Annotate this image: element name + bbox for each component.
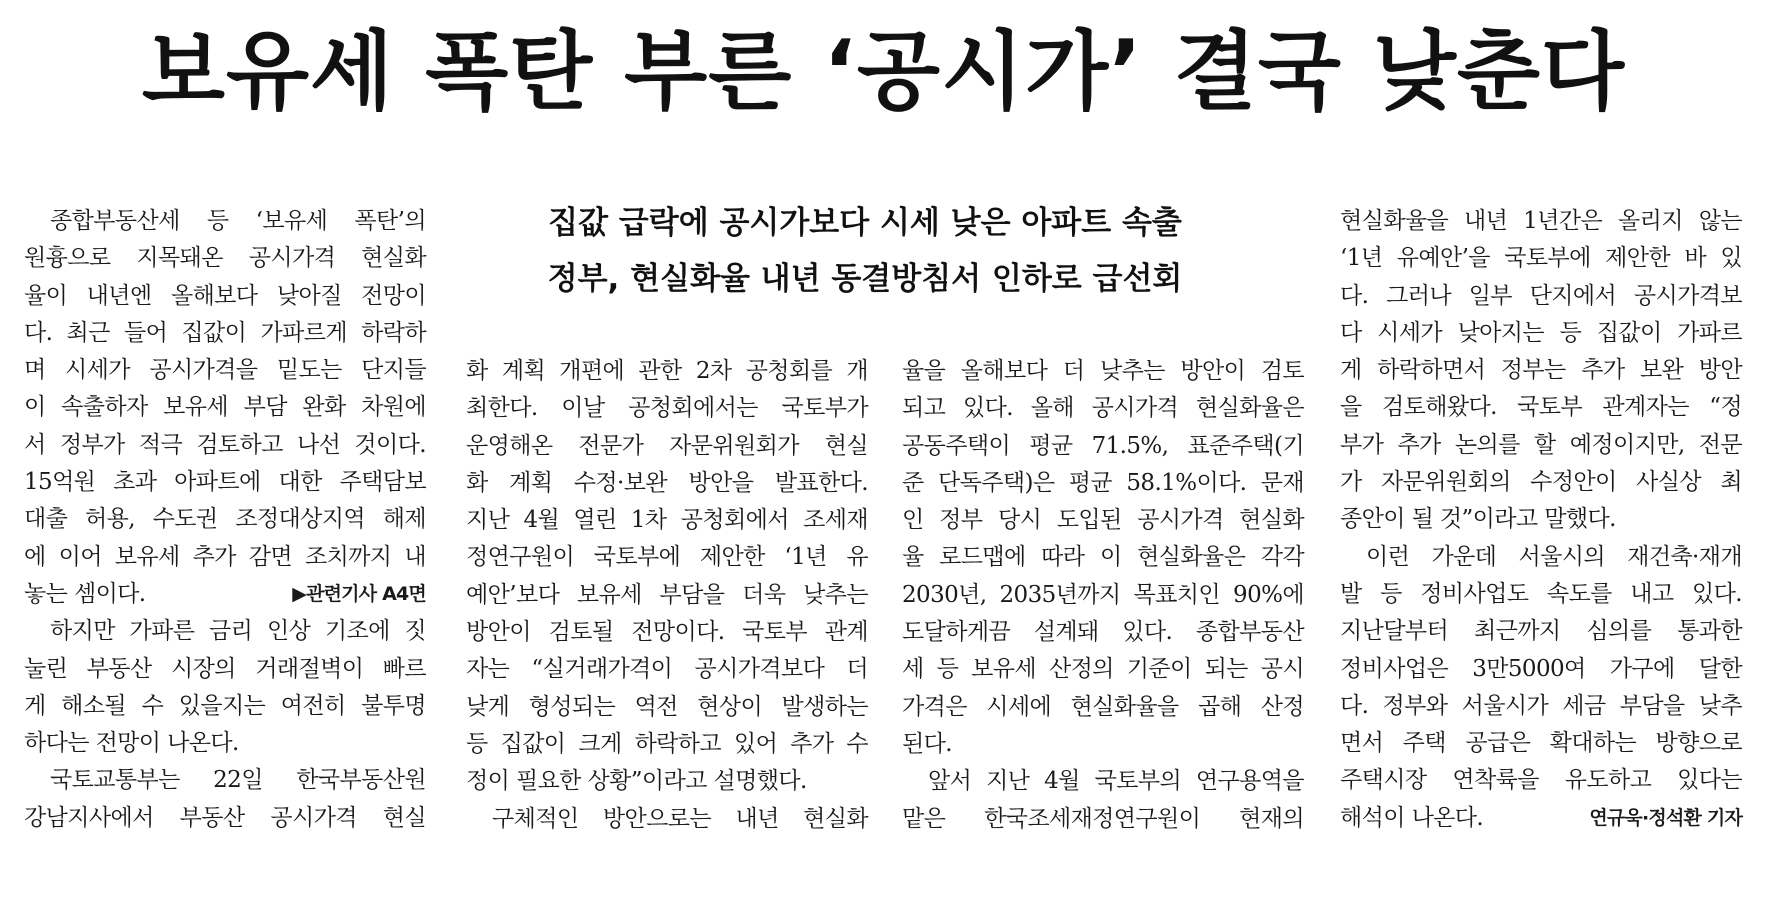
text-line: 지난 4월 열린 1차 공청회에서 조세재 [466, 507, 868, 534]
article-column-2 [466, 353, 868, 838]
text-line-end: 해석이 나온다. [1340, 804, 1484, 831]
text-line: 세 등 보유세 산정의 기준이 되는 공시 [902, 656, 1304, 683]
text-line: 되고 있다. 올해 공시가격 현실화율은 [902, 395, 1304, 422]
text-line: 정이 필요한 상황”이라고 설명했다. [466, 768, 807, 795]
text-line: 게 해소될 수 있을지는 여전히 불투명 [24, 692, 426, 719]
text-line: 2030년, 2035년까지 목표치인 90%에 [902, 581, 1304, 608]
text-line: 15억원 초과 아파트에 대한 주택담보 [24, 469, 426, 496]
text-line: 낮게 형성되는 역전 현상이 발생하는 [466, 693, 868, 720]
text-line: 하지만 가파른 금리 인상 기조에 짓 [50, 618, 426, 645]
text-line: 정비사업은 3만5000여 가구에 달한 [1340, 655, 1742, 682]
text-line: 운영해온 전문가 자문위원회가 현실 [466, 432, 868, 459]
headline: 보유세 폭탄 부른 ‘공시가’ 결국 낮춘다 [141, 22, 1626, 122]
text-line: 종합부동산세 등 ‘보유세 폭탄’의 [50, 208, 426, 234]
text-line: 등 집값이 크게 하락하고 있어 추가 수 [466, 730, 868, 757]
text-line: 최한다. 이날 공청회에서는 국토부가 [466, 395, 868, 422]
subheadline-1: 집값 급락에 공시가보다 시세 낮은 아파트 속출 [548, 205, 1182, 241]
text-line: 화 계획 수정·보완 방안을 발표한다. [466, 469, 868, 496]
text-line: 강남지사에서 부동산 공시가격 현실 [24, 804, 426, 831]
text-line: 지난달부터 최근까지 심의를 통과한 [1340, 618, 1742, 645]
text-line: 다 시세가 낮아지는 등 집값이 가파르 [1340, 319, 1742, 346]
text-line: 율 로드맵에 따라 이 현실화율은 각각 [902, 544, 1304, 571]
text-line [1340, 800, 1742, 837]
text-line: 대출 허용, 수도권 조정대상지역 해제 [24, 506, 426, 533]
text-line: 다. 그러나 일부 단지에서 공시가격보 [1340, 282, 1742, 309]
text-line: 서 정부가 적극 검토하고 나선 것이다. [24, 431, 426, 458]
text-line: 발 등 정비사업도 속도를 내고 있다. [1340, 580, 1742, 607]
article-column-3 [902, 353, 1304, 838]
subheadline-block [470, 195, 1260, 307]
text-line: 눌린 부동산 시장의 거래절벽이 빠르 [24, 655, 426, 682]
text-line: 화 계획 개편에 관한 2차 공청회를 개 [466, 358, 868, 384]
text-line: 공동주택이 평균 71.5%, 표준주택(기 [902, 432, 1304, 459]
text-line: 을 검토해왔다. 국토부 관계자는 “정 [1340, 394, 1742, 421]
text-line: 가 자문위원회의 수정안이 사실상 최 [1340, 469, 1742, 496]
text-line: 율이 내년엔 올해보다 낮아질 전망이 [24, 282, 426, 309]
text-line: 주택시장 연착륙을 유도하고 있다는 [1340, 767, 1742, 794]
text-line: 다. 최근 들어 집값이 가파르게 하락하 [24, 319, 426, 346]
text-line: 예안’보다 보유세 부담을 더욱 낮추는 [466, 581, 868, 608]
text-line: 자는 “실거래가격이 공시가격보다 더 [466, 656, 868, 683]
byline: 연규욱·정석환 기자 [1589, 806, 1742, 829]
text-line: 가격은 시세에 현실화율을 곱해 산정 [902, 693, 1304, 720]
text-line: ‘1년 유예안’을 국토부에 제안한 바 있 [1340, 245, 1742, 272]
text-line: 종안이 될 것”이라고 말했다. [1340, 506, 1616, 533]
text-line: 며 시세가 공시가격을 밑도는 단지들 [24, 357, 426, 384]
text-line: 하다는 전망이 나온다. [24, 730, 239, 757]
text-line: 면서 주택 공급은 확대하는 방향으로 [1340, 730, 1742, 757]
text-line: 준 단독주택)은 평균 58.1%이다. 문재 [902, 469, 1304, 496]
related-article-link[interactable]: ▶관련기사 A4면 [292, 582, 426, 605]
text-line: 원흉으로 지목돼온 공시가격 현실화 [24, 245, 426, 272]
text-line: 방안이 검토될 전망이다. 국토부 관계 [466, 619, 868, 646]
text-line: 앞서 지난 4월 국토부의 연구용역을 [928, 768, 1304, 795]
text-line: 이 속출하자 보유세 부담 완화 차원에 [24, 394, 426, 421]
text-line: 국토교통부는 22일 한국부동산원 [50, 767, 426, 794]
text-line: 맡은 한국조세재정연구원이 현재의 [902, 805, 1304, 832]
text-line [24, 576, 426, 613]
text-line: 다. 정부와 서울시가 세금 부담을 낮추 [1340, 692, 1742, 719]
text-line: 현실화율을 내년 1년간은 올리지 않는 [1340, 208, 1742, 234]
text-line: 에 이어 보유세 추가 감면 조치까지 내 [24, 543, 426, 570]
text-line: 된다. [902, 730, 952, 757]
text-line-end: 놓는 셈이다. [24, 580, 146, 607]
subheadline-2: 정부, 현실화율 내년 동결방침서 인하로 급선회 [547, 261, 1183, 297]
text-line: 정연구원이 국토부에 제안한 ‘1년 유 [466, 544, 868, 571]
text-line: 인 정부 당시 도입된 공시가격 현실화 [902, 507, 1304, 534]
text-line: 구체적인 방안으로는 내년 현실화 [492, 805, 868, 832]
text-line: 율을 올해보다 더 낮추는 방안이 검토 [902, 358, 1304, 384]
text-line: 도달하게끔 설계돼 있다. 종합부동산 [902, 619, 1304, 646]
article-column-1 [24, 203, 426, 837]
article-column-4 [1340, 203, 1742, 837]
text-line: 게 하락하면서 정부는 추가 보완 방안 [1340, 357, 1742, 384]
text-line: 부가 추가 논의를 할 예정이지만, 전문 [1340, 431, 1742, 458]
text-line: 이런 가운데 서울시의 재건축·재개 [1366, 543, 1742, 570]
